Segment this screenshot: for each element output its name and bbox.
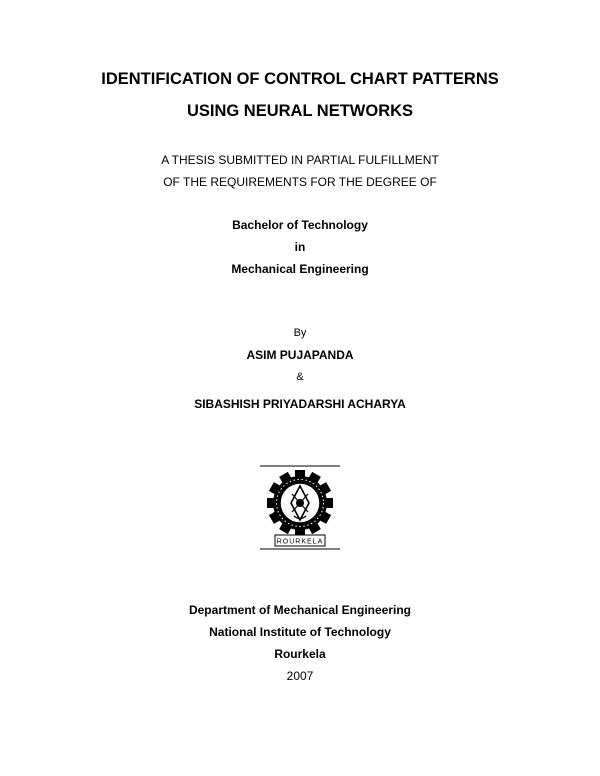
institute-emblem-icon <box>258 464 342 550</box>
submission-statement-line-1: A THESIS SUBMITTED IN PARTIAL FULFILLMENT <box>161 153 439 167</box>
department-name: Department of Mechanical Engineering <box>188 603 412 617</box>
emblem-graphic <box>258 464 342 550</box>
thesis-title-line-2: USING NEURAL NETWORKS <box>186 102 414 120</box>
degree-field: Mechanical Engineering <box>231 262 369 276</box>
author-1: ASIM PUJAPANDA <box>246 348 354 362</box>
institution-name: National Institute of Technology <box>209 625 391 639</box>
emblem-text: ROURKELA <box>276 538 324 546</box>
submission-statement-line-2: OF THE REQUIREMENTS FOR THE DEGREE OF <box>163 175 437 189</box>
degree-connector: in <box>294 240 306 254</box>
thesis-title-line-1: IDENTIFICATION OF CONTROL CHART PATTERNS <box>101 70 499 88</box>
author-2: SIBASHISH PRIYADARSHI ACHARYA <box>194 397 406 411</box>
by-label: By <box>293 327 307 339</box>
degree-name: Bachelor of Technology <box>232 218 368 232</box>
thesis-year: 2007 <box>286 669 314 683</box>
institution-city: Rourkela <box>274 647 326 661</box>
ampersand: & <box>296 371 304 383</box>
